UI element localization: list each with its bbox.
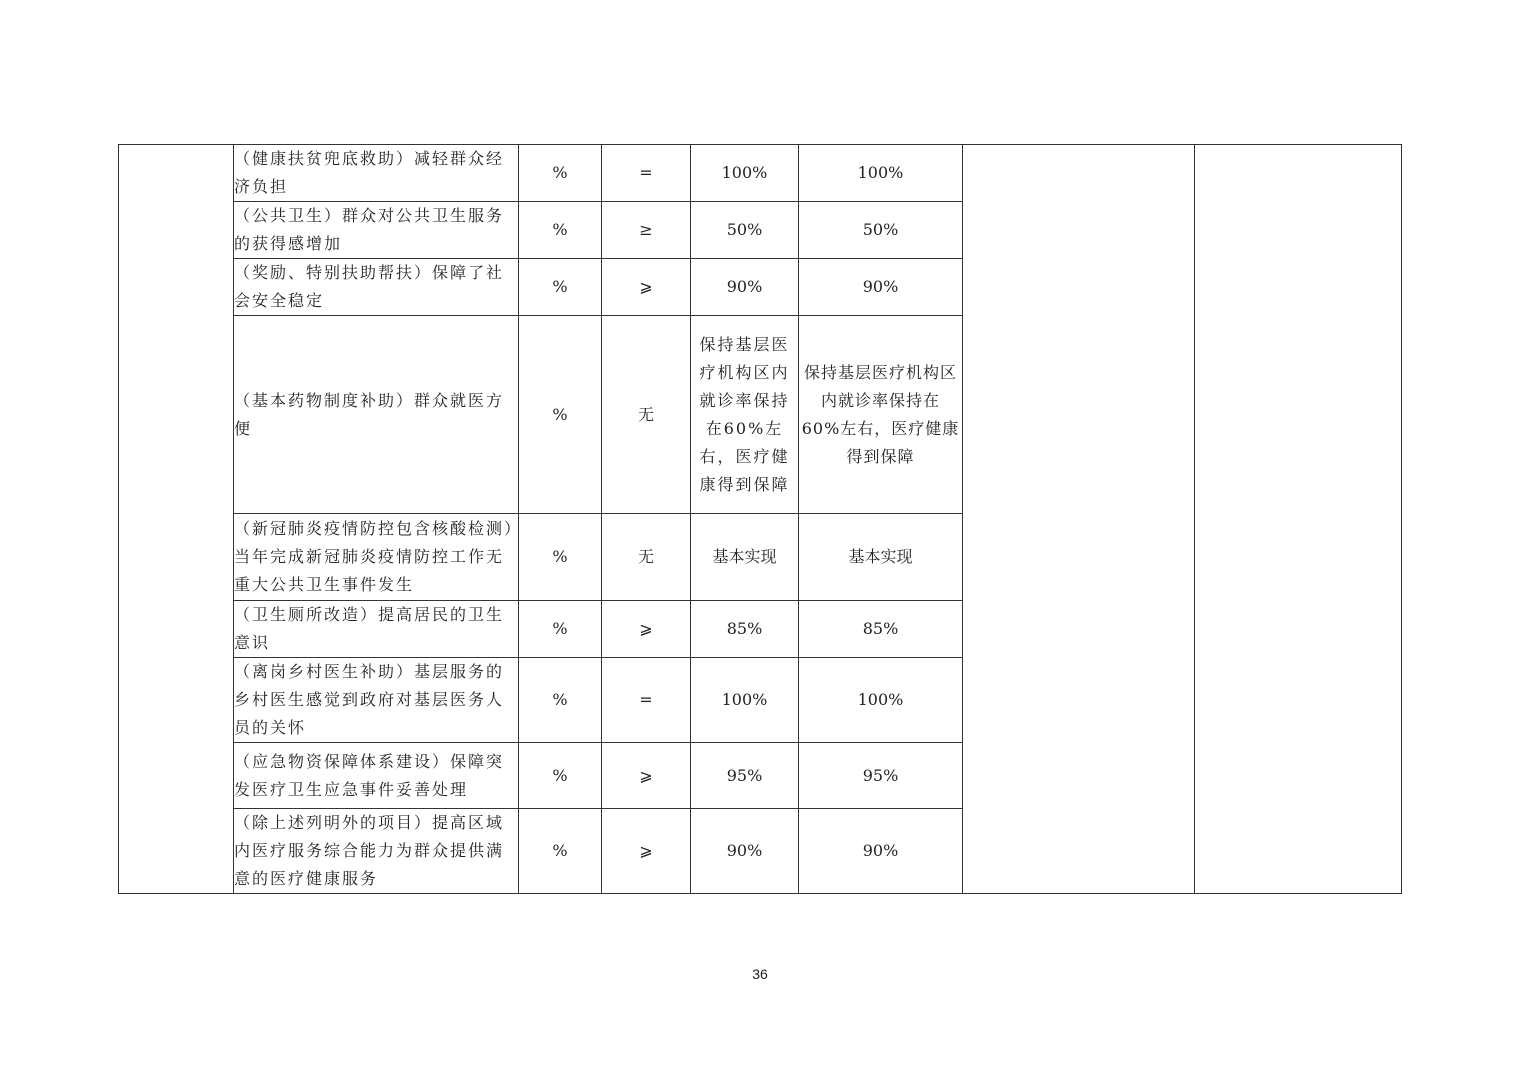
unit-cell: %	[519, 514, 602, 601]
indicator-desc: （公共卫生）群众对公共卫生服务的获得感增加	[234, 202, 519, 259]
actual-cell: 90%	[799, 259, 963, 316]
operator-cell: 无	[602, 514, 691, 601]
unit-cell: %	[519, 145, 602, 202]
operator-cell: ≥	[602, 202, 691, 259]
target-cell: 90%	[691, 809, 799, 894]
target-cell: 100%	[691, 658, 799, 743]
actual-cell: 100%	[799, 145, 963, 202]
remark-cell	[1195, 145, 1402, 894]
category-cell	[119, 145, 234, 894]
target-cell: 95%	[691, 743, 799, 809]
operator-cell: ⩾	[602, 259, 691, 316]
unit-cell: %	[519, 658, 602, 743]
operator-cell: ⩾	[602, 809, 691, 894]
actual-cell: 95%	[799, 743, 963, 809]
target-cell: 基本实现	[691, 514, 799, 601]
actual-cell: 90%	[799, 809, 963, 894]
operator-cell: ⩾	[602, 743, 691, 809]
unit-cell: %	[519, 601, 602, 658]
target-cell: 50%	[691, 202, 799, 259]
target-cell: 100%	[691, 145, 799, 202]
indicator-desc: （基本药物制度补助）群众就医方便	[234, 316, 519, 514]
indicator-desc: （卫生厕所改造）提高居民的卫生意识	[234, 601, 519, 658]
operator-cell: =	[602, 145, 691, 202]
target-cell: 保持基层医疗机构区内就诊率保持在60%左右，医疗健康得到保障	[691, 316, 799, 514]
indicator-desc: （健康扶贫兜底救助）减轻群众经济负担	[234, 145, 519, 202]
indicator-desc: （奖励、特别扶助帮扶）保障了社会安全稳定	[234, 259, 519, 316]
actual-cell: 50%	[799, 202, 963, 259]
unit-cell: %	[519, 809, 602, 894]
target-cell: 85%	[691, 601, 799, 658]
operator-cell: ⩾	[602, 601, 691, 658]
actual-cell: 保持基层医疗机构区内就诊率保持在 60%左右，医疗健康得到保障	[799, 316, 963, 514]
operator-cell: 无	[602, 316, 691, 514]
indicator-desc: （除上述列明外的项目）提高区域内医疗服务综合能力为群众提供满意的医疗健康服务	[234, 809, 519, 894]
page-number: 36	[752, 966, 768, 982]
unit-cell: %	[519, 259, 602, 316]
indicator-desc: （应急物资保障体系建设）保障突发医疗卫生应急事件妥善处理	[234, 743, 519, 809]
actual-cell: 基本实现	[799, 514, 963, 601]
target-cell: 90%	[691, 259, 799, 316]
indicator-desc: （新冠肺炎疫情防控包含核酸检测）当年完成新冠肺炎疫情防控工作无重大公共卫生事件发生	[234, 514, 519, 601]
table-row	[119, 145, 1402, 202]
indicator-desc: （离岗乡村医生补助）基层服务的乡村医生感觉到政府对基层医务人员的关怀	[234, 658, 519, 743]
actual-cell: 85%	[799, 601, 963, 658]
unit-cell: %	[519, 316, 602, 514]
operator-cell: =	[602, 658, 691, 743]
actual-cell: 100%	[799, 658, 963, 743]
unit-cell: %	[519, 743, 602, 809]
unit-cell: %	[519, 202, 602, 259]
score-cell	[963, 145, 1195, 894]
performance-indicator-table	[118, 144, 1402, 894]
